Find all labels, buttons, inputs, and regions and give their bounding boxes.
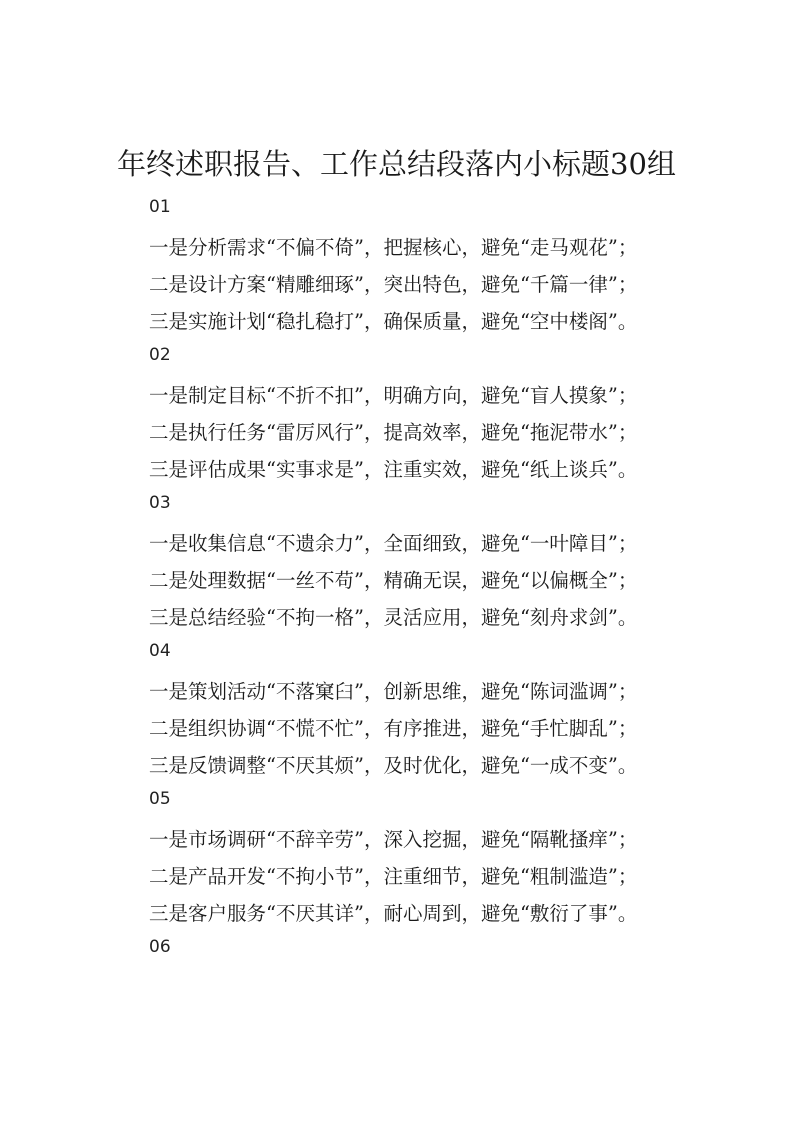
document-title: 年终述职报告、工作总结段落内小标题30组 (117, 147, 676, 181)
paragraph-line: 一是分析需求“不偏不倚”，把握核心，避免“走马观花”； (149, 236, 638, 259)
section-number: 01 (149, 197, 171, 217)
paragraph-line: 一是策划活动“不落窠臼”，创新思维，避免“陈词滥调”； (149, 680, 638, 703)
paragraph-line: 二是设计方案“精雕细琢”，突出特色，避免“千篇一律”； (149, 273, 638, 296)
section-06 (149, 932, 769, 962)
document-body (149, 192, 769, 969)
paragraph-line: 三是实施计划“稳扎稳打”，确保质量，避免“空中楼阁”。 (149, 310, 638, 333)
paragraph-line: 二是处理数据“一丝不苟”，精确无误，避免“以偏概全”； (149, 569, 638, 592)
paragraph-line: 一是市场调研“不辞辛劳”，深入挖掘，避免“隔靴搔痒”； (149, 828, 638, 851)
paragraph-line: 二是产品开发“不拘小节”，注重细节，避免“粗制滥造”； (149, 865, 638, 888)
section-03 (149, 488, 769, 636)
section-04 (149, 636, 769, 784)
section-number: 06 (149, 937, 171, 957)
section-number: 03 (149, 493, 171, 513)
paragraph-line: 三是客户服务“不厌其详”，耐心周到，避免“敷衍了事”。 (149, 902, 638, 925)
paragraph-line: 三是反馈调整“不厌其烦”，及时优化，避免“一成不变”。 (149, 754, 638, 777)
section-number: 04 (149, 641, 171, 661)
paragraph-line: 三是总结经验“不拘一格”，灵活应用，避免“刻舟求剑”。 (149, 606, 638, 629)
paragraph-line: 二是执行任务“雷厉风行”，提高效率，避免“拖泥带水”； (149, 421, 638, 444)
section-number: 05 (149, 789, 171, 809)
section-01 (149, 192, 769, 340)
paragraph-line: 二是组织协调“不慌不忙”，有序推进，避免“手忙脚乱”； (149, 717, 638, 740)
section-02 (149, 340, 769, 488)
section-number: 02 (149, 345, 171, 365)
section-05 (149, 784, 769, 932)
paragraph-line: 一是制定目标“不折不扣”，明确方向，避免“盲人摸象”； (149, 384, 638, 407)
paragraph-line: 一是收集信息“不遗余力”，全面细致，避免“一叶障目”； (149, 532, 638, 555)
paragraph-line: 三是评估成果“实事求是”，注重实效，避免“纸上谈兵”。 (149, 458, 638, 481)
